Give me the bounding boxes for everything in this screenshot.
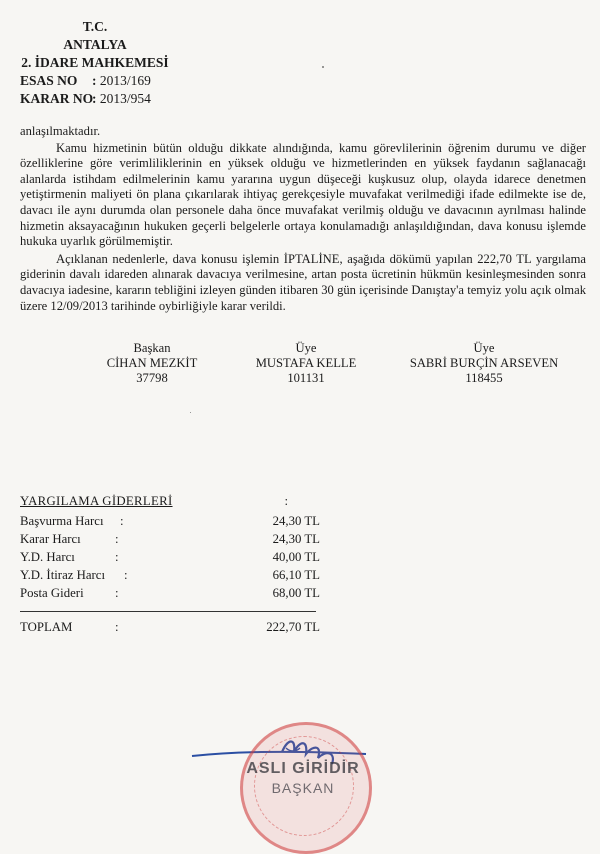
cost-name: Karar Harcı <box>20 532 81 546</box>
karar-no-row <box>20 91 151 107</box>
signature-member-1 <box>216 341 396 386</box>
signature-number: 37798 <box>136 371 168 385</box>
costs-title-colon: : <box>284 494 289 508</box>
cost-colon: : <box>115 550 119 564</box>
karar-no-label: KARAR NO <box>20 91 94 106</box>
republic-label: T.C. <box>82 19 108 34</box>
signature-role: Başkan <box>133 341 171 355</box>
esas-no-label: ESAS NO <box>20 73 78 88</box>
cost-colon: : <box>120 514 124 528</box>
cost-total-amount: 222,70 TL <box>266 620 320 634</box>
esas-no-colon: : <box>92 73 97 88</box>
cost-total-row <box>20 620 320 636</box>
official-stamp <box>232 716 374 830</box>
signature-role: Üye <box>473 341 495 355</box>
paragraph-intro: anlaşılmaktadır. <box>20 124 101 138</box>
cost-row <box>20 568 320 584</box>
costs-title: YARGILAMA GİDERLERİ <box>20 494 173 508</box>
cost-row <box>20 514 320 530</box>
cost-colon: : <box>115 586 119 600</box>
signature-name: CİHAN MEZKİT <box>106 356 198 370</box>
cost-row <box>20 586 320 602</box>
stamp-name: ASLI GİRİDİR <box>246 760 360 777</box>
signature-presiding-judge <box>62 341 242 386</box>
scan-speck <box>190 412 191 413</box>
cost-amount: 40,00 TL <box>272 550 320 564</box>
cost-colon: : <box>115 532 119 546</box>
signature-name: MUSTAFA KELLE <box>255 356 357 370</box>
cost-total-colon: : <box>115 620 119 634</box>
paragraph-reasoning: Kamu hizmetinin bütün olduğu dikkate alındığında, kamu görevlilerinin öğrenim durumu ve diğer özelliklerine göre verimliliklerinin en yüksek olduğu ve hizmetlerinden en yüksek faydanın sağlanacağı alanlarda istihdam edilmelerinin kamu yararına uygun düşeceği kuşkusuz olup, olayda idarece denetmen yetiştirmenin maliyeti ön plana çıkarılarak ihtiyaç gerekçesiyle muvafakat verilmediği ifade edilmekte ise de, davacı ile aynı durumda olan personele daha önce muvafakat verilmiş olduğu ve davacının ayrılması halinde hizmetin aksayacağının hukuken geçerli belgelerle ortaya konulamadığı anlaşıldığından, dava konusu işlemde hukuka uyarlık görülmemiştir. <box>20 140 586 249</box>
cost-colon: : <box>124 568 128 582</box>
signature-number: 101131 <box>287 371 325 385</box>
cost-amount: 66,10 TL <box>272 568 320 582</box>
signature-number: 118455 <box>465 371 503 385</box>
cost-row <box>20 532 320 548</box>
esas-no-row <box>20 73 151 89</box>
cost-total-label: TOPLAM <box>20 620 73 634</box>
city-label: ANTALYA <box>63 37 127 52</box>
cost-name: Posta Gideri <box>20 586 84 600</box>
karar-no-colon: : <box>92 91 97 106</box>
cost-row <box>20 550 320 566</box>
stamp-title: BAŞKAN <box>271 780 335 796</box>
cost-name: Y.D. Harcı <box>20 550 75 564</box>
cost-amount: 24,30 TL <box>272 532 320 546</box>
costs-divider <box>20 611 316 612</box>
karar-no-value: 2013/954 <box>99 91 151 106</box>
decision-text <box>20 124 586 314</box>
court-name: 2. İDARE MAHKEMESİ <box>21 55 169 70</box>
paragraph-verdict: Açıklanan nedenlerle, dava konusu işlemin İPTALİNE, aşağıda dökümü yapılan 222,70 TL yargılama giderinin davalı idareden alınarak davacıya verilmesine, artan posta ücretinin hükmün kesinleşmesinden sonra davacıya iadesine, kararın tebliğini izleyen günden itibaren 30 gün içerisinde Danıştay'a temyiz yolu açık olmak üzere 12/09/2013 tarihinde oybirliğiyle karar verildi. <box>20 251 586 313</box>
cost-amount: 24,30 TL <box>272 514 320 528</box>
cost-name: Y.D. İtiraz Harcı <box>20 568 106 582</box>
cost-amount: 68,00 TL <box>272 586 320 600</box>
signature-member-2 <box>394 341 574 386</box>
scan-speck <box>322 66 324 68</box>
esas-no-value: 2013/169 <box>99 73 151 88</box>
signature-name: SABRİ BURÇİN ARSEVEN <box>409 356 559 370</box>
signature-role: Üye <box>295 341 317 355</box>
cost-name: Başvurma Harcı <box>20 514 104 528</box>
costs-heading <box>20 494 288 509</box>
